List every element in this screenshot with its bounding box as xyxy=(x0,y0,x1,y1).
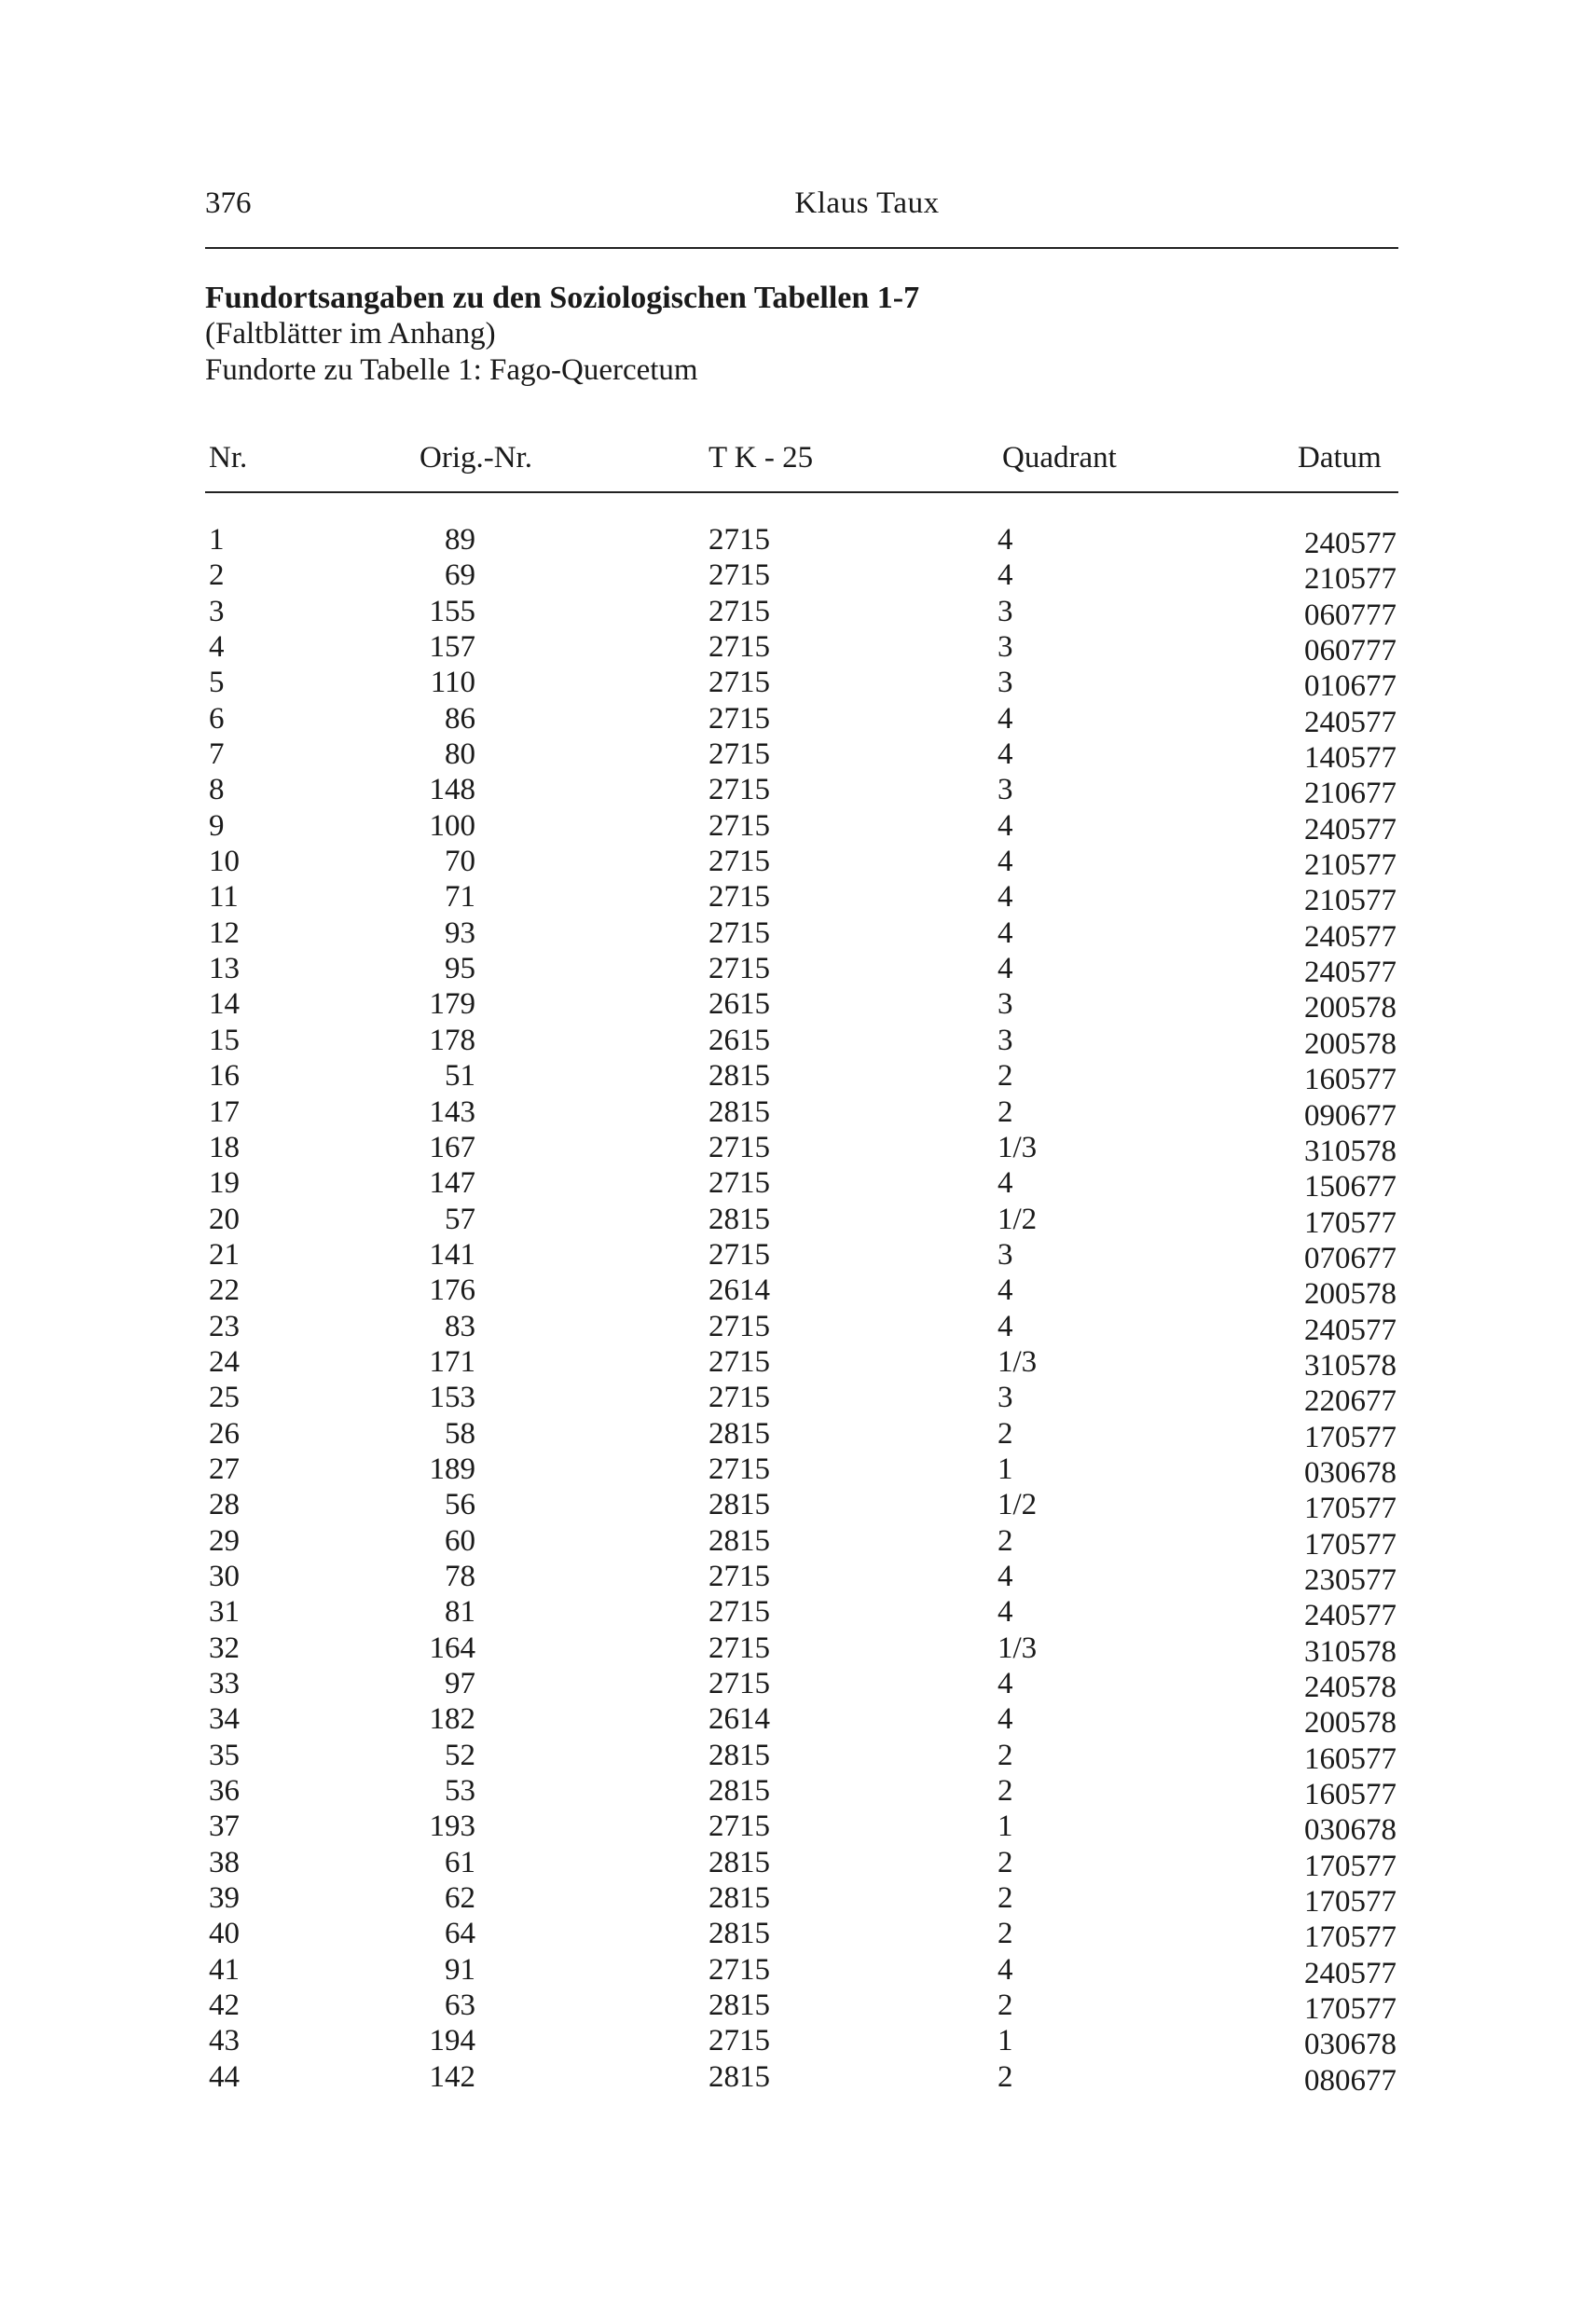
cell-quadrant: 1/2 xyxy=(998,1488,1038,1522)
cell-orig-nr: 147 xyxy=(429,1166,475,1201)
cell-nr: 16 xyxy=(209,1059,240,1094)
table-row xyxy=(0,1309,1596,1347)
table-row xyxy=(0,665,1596,704)
table-row xyxy=(0,1701,1596,1741)
cell-orig-nr: 189 xyxy=(429,1452,475,1486)
table-row xyxy=(0,1237,1596,1273)
cell-tk25: 2715 xyxy=(709,1631,770,1665)
cell-datum: 060777 xyxy=(1304,634,1396,668)
cell-quadrant: 1/2 xyxy=(998,1202,1038,1236)
cell-tk25: 2815 xyxy=(709,1488,770,1522)
cell-quadrant: 3 xyxy=(998,987,1013,1022)
table-row xyxy=(0,1880,1596,1920)
cell-nr: 25 xyxy=(209,1381,240,1415)
cell-quadrant: 4 xyxy=(998,880,1013,915)
cell-nr: 9 xyxy=(209,808,225,843)
cell-orig-nr: 71 xyxy=(445,880,475,915)
cell-orig-nr: 193 xyxy=(429,1810,475,1844)
cell-quadrant: 4 xyxy=(998,1559,1013,1593)
cell-quadrant: 1/3 xyxy=(998,1344,1038,1379)
cell-quadrant: 2 xyxy=(998,1059,1013,1094)
cell-tk25: 2715 xyxy=(709,558,770,593)
cell-nr: 24 xyxy=(209,1344,240,1379)
cell-orig-nr: 86 xyxy=(445,701,475,736)
cell-tk25: 2715 xyxy=(709,880,770,915)
cell-nr: 44 xyxy=(209,2059,240,2094)
table-row xyxy=(0,1130,1596,1168)
cell-datum: 230577 xyxy=(1304,1562,1396,1597)
cell-nr: 33 xyxy=(209,1667,240,1700)
cell-orig-nr: 52 xyxy=(445,1738,475,1772)
cell-datum: 240577 xyxy=(1304,956,1396,990)
table-row xyxy=(0,1273,1596,1312)
cell-tk25: 2615 xyxy=(709,1023,770,1057)
cell-quadrant: 4 xyxy=(998,1309,1013,1343)
cell-datum: 170577 xyxy=(1304,1920,1396,1955)
cell-quadrant: 3 xyxy=(998,666,1013,700)
cell-quadrant: 4 xyxy=(998,701,1013,736)
cell-orig-nr: 89 xyxy=(445,523,475,557)
cell-quadrant: 4 xyxy=(998,1166,1013,1201)
cell-datum: 240577 xyxy=(1304,919,1396,954)
cell-orig-nr: 171 xyxy=(429,1344,475,1379)
cell-tk25: 2715 xyxy=(709,952,770,986)
cell-orig-nr: 148 xyxy=(429,773,475,807)
cell-quadrant: 1/3 xyxy=(998,1631,1038,1665)
cell-nr: 11 xyxy=(209,880,239,915)
cell-nr: 36 xyxy=(209,1774,240,1809)
cell-nr: 34 xyxy=(209,1702,240,1737)
cell-quadrant: 3 xyxy=(998,630,1013,665)
table-row xyxy=(0,1058,1596,1097)
cell-nr: 3 xyxy=(209,594,225,628)
cell-tk25: 2614 xyxy=(709,1273,770,1308)
cell-tk25: 2715 xyxy=(709,701,770,736)
page-header xyxy=(205,186,1398,233)
cell-orig-nr: 63 xyxy=(445,1989,475,2023)
table-row xyxy=(0,701,1596,739)
cell-nr: 14 xyxy=(209,987,240,1022)
table-row xyxy=(0,1416,1596,1452)
table-row xyxy=(0,986,1596,1025)
cell-tk25: 2715 xyxy=(709,1952,770,1987)
cell-nr: 4 xyxy=(209,630,225,665)
cell-tk25: 2715 xyxy=(709,915,770,950)
table-row xyxy=(0,1845,1596,1883)
cell-datum: 170577 xyxy=(1304,1492,1396,1526)
cell-orig-nr: 179 xyxy=(429,987,475,1022)
cell-tk25: 2715 xyxy=(709,523,770,557)
cell-orig-nr: 143 xyxy=(429,1094,475,1129)
cell-nr: 27 xyxy=(209,1452,240,1486)
cell-datum: 200578 xyxy=(1304,1706,1396,1741)
cell-nr: 40 xyxy=(209,1917,240,1951)
cell-datum: 210577 xyxy=(1304,562,1396,597)
cell-tk25: 2715 xyxy=(709,773,770,807)
cell-datum: 200578 xyxy=(1304,1026,1396,1061)
cell-datum: 310578 xyxy=(1304,1348,1396,1383)
cell-orig-nr: 78 xyxy=(445,1559,475,1593)
cell-tk25: 2715 xyxy=(709,1166,770,1201)
cell-datum: 240577 xyxy=(1304,812,1396,846)
table-caption: Fundorte zu Tabelle 1: Fago-Quercetum xyxy=(205,353,698,387)
table-row xyxy=(0,808,1596,844)
cell-orig-nr: 110 xyxy=(430,666,475,700)
cell-nr: 7 xyxy=(209,737,225,772)
cell-datum: 170577 xyxy=(1304,1420,1396,1454)
cell-quadrant: 2 xyxy=(998,1989,1013,2023)
cell-tk25: 2815 xyxy=(709,1094,770,1129)
cell-nr: 39 xyxy=(209,1881,240,1916)
table-row xyxy=(0,1809,1596,1848)
column-header-quadrant: Quadrant xyxy=(1002,441,1117,475)
cell-nr: 38 xyxy=(209,1845,240,1879)
cell-datum: 170577 xyxy=(1304,1849,1396,1883)
table-row xyxy=(0,1023,1596,1061)
cell-nr: 13 xyxy=(209,952,240,986)
cell-nr: 17 xyxy=(209,1094,240,1129)
cell-datum: 310578 xyxy=(1304,1134,1396,1168)
cell-datum: 240577 xyxy=(1304,705,1396,739)
table-row xyxy=(0,1523,1596,1562)
cell-quadrant: 1/3 xyxy=(998,1130,1038,1164)
cell-quadrant: 4 xyxy=(998,737,1013,772)
cell-orig-nr: 62 xyxy=(445,1881,475,1916)
cell-nr: 18 xyxy=(209,1130,240,1164)
cell-quadrant: 4 xyxy=(998,952,1013,986)
cell-datum: 310578 xyxy=(1304,1634,1396,1669)
cell-quadrant: 2 xyxy=(998,1774,1013,1809)
cell-orig-nr: 157 xyxy=(429,630,475,665)
cell-tk25: 2815 xyxy=(709,1989,770,2023)
table-row xyxy=(0,1452,1596,1490)
cell-orig-nr: 61 xyxy=(445,1845,475,1879)
table-row xyxy=(0,1988,1596,2027)
cell-tk25: 2815 xyxy=(709,1774,770,1809)
cell-datum: 210577 xyxy=(1304,848,1396,883)
cell-datum: 030678 xyxy=(1304,2028,1396,2062)
cell-datum: 240577 xyxy=(1304,527,1396,560)
cell-datum: 010677 xyxy=(1304,669,1396,704)
section-subtitle: (Faltblätter im Anhang) xyxy=(205,317,496,351)
table-row xyxy=(0,2059,1596,2098)
cell-quadrant: 4 xyxy=(998,1952,1013,1987)
cell-datum: 090677 xyxy=(1304,1098,1396,1133)
cell-tk25: 2715 xyxy=(709,666,770,700)
cell-orig-nr: 64 xyxy=(445,1917,475,1951)
cell-tk25: 2715 xyxy=(709,1452,770,1486)
cell-quadrant: 1 xyxy=(998,2024,1013,2058)
cell-orig-nr: 100 xyxy=(429,808,475,843)
cell-datum: 240577 xyxy=(1304,1313,1396,1347)
cell-orig-nr: 80 xyxy=(445,737,475,772)
cell-orig-nr: 60 xyxy=(445,1523,475,1558)
cell-quadrant: 4 xyxy=(998,808,1013,843)
cell-nr: 19 xyxy=(209,1166,240,1201)
cell-datum: 030678 xyxy=(1304,1455,1396,1490)
table-row xyxy=(0,557,1596,597)
table-row xyxy=(0,594,1596,632)
cell-nr: 26 xyxy=(209,1416,240,1451)
cell-tk25: 2815 xyxy=(709,1059,770,1094)
cell-tk25: 2815 xyxy=(709,1917,770,1951)
cell-tk25: 2715 xyxy=(709,1237,770,1272)
table-row xyxy=(0,915,1596,954)
table-row xyxy=(0,1559,1596,1597)
cell-nr: 35 xyxy=(209,1738,240,1772)
section-title: Fundortsangaben zu den Soziologischen Tabellen 1-7 xyxy=(205,281,920,315)
cell-quadrant: 4 xyxy=(998,1667,1013,1700)
cell-quadrant: 2 xyxy=(998,1881,1013,1916)
cell-orig-nr: 91 xyxy=(445,1952,475,1987)
cell-datum: 240578 xyxy=(1304,1671,1396,1704)
cell-tk25: 2815 xyxy=(709,1738,770,1772)
table-row xyxy=(0,1916,1596,1955)
cell-datum: 210677 xyxy=(1304,777,1396,811)
cell-tk25: 2815 xyxy=(709,1202,770,1236)
cell-datum: 030678 xyxy=(1304,1813,1396,1848)
table-row xyxy=(0,736,1596,776)
cell-orig-nr: 97 xyxy=(445,1667,475,1700)
cell-orig-nr: 164 xyxy=(429,1631,475,1665)
table-row xyxy=(0,1094,1596,1133)
cell-nr: 28 xyxy=(209,1488,240,1522)
table-row xyxy=(0,629,1596,668)
cell-quadrant: 4 xyxy=(998,845,1013,879)
cell-orig-nr: 58 xyxy=(445,1416,475,1451)
cell-nr: 42 xyxy=(209,1989,240,2023)
cell-nr: 20 xyxy=(209,1202,240,1236)
table-row xyxy=(0,1738,1596,1776)
cell-nr: 2 xyxy=(209,558,225,593)
table-row xyxy=(0,1666,1596,1704)
cell-quadrant: 3 xyxy=(998,1237,1013,1272)
cell-quadrant: 4 xyxy=(998,1273,1013,1308)
table-header-rule xyxy=(205,491,1398,493)
table-row xyxy=(0,1165,1596,1204)
cell-quadrant: 3 xyxy=(998,594,1013,628)
cell-quadrant: 2 xyxy=(998,1094,1013,1129)
cell-datum: 150677 xyxy=(1304,1170,1396,1204)
cell-datum: 160577 xyxy=(1304,1741,1396,1776)
cell-quadrant: 4 xyxy=(998,915,1013,950)
table-row xyxy=(0,1594,1596,1633)
cell-datum: 200578 xyxy=(1304,991,1396,1025)
cell-orig-nr: 178 xyxy=(429,1023,475,1057)
cell-tk25: 2715 xyxy=(709,1130,770,1164)
cell-tk25: 2715 xyxy=(709,2024,770,2058)
cell-tk25: 2614 xyxy=(709,1702,770,1737)
cell-datum: 160577 xyxy=(1304,1063,1396,1097)
cell-nr: 43 xyxy=(209,2024,240,2058)
cell-datum: 140577 xyxy=(1304,741,1396,776)
cell-datum: 160577 xyxy=(1304,1778,1396,1812)
cell-orig-nr: 83 xyxy=(445,1309,475,1343)
column-header-nr: Nr. xyxy=(209,441,248,475)
cell-datum: 240577 xyxy=(1304,1956,1396,1990)
cell-datum: 060777 xyxy=(1304,598,1396,632)
cell-orig-nr: 194 xyxy=(429,2024,475,2058)
cell-tk25: 2715 xyxy=(709,630,770,665)
cell-nr: 41 xyxy=(209,1952,240,1987)
cell-orig-nr: 51 xyxy=(445,1059,475,1094)
cell-tk25: 2715 xyxy=(709,808,770,843)
cell-quadrant: 4 xyxy=(998,1595,1013,1630)
table-row xyxy=(0,1952,1596,1988)
cell-nr: 6 xyxy=(209,701,225,736)
table-row xyxy=(0,951,1596,990)
cell-quadrant: 3 xyxy=(998,1023,1013,1057)
cell-nr: 21 xyxy=(209,1237,240,1272)
page-number: 376 xyxy=(205,186,252,220)
table-row xyxy=(0,772,1596,811)
cell-quadrant: 3 xyxy=(998,773,1013,807)
column-header-tk25: T K - 25 xyxy=(709,441,814,475)
cell-quadrant: 4 xyxy=(998,558,1013,593)
cell-orig-nr: 69 xyxy=(445,558,475,593)
table-row xyxy=(0,1202,1596,1240)
cell-datum: 170577 xyxy=(1304,1527,1396,1562)
cell-tk25: 2815 xyxy=(709,1845,770,1879)
cell-orig-nr: 141 xyxy=(429,1237,475,1272)
table-row xyxy=(0,522,1596,560)
cell-orig-nr: 167 xyxy=(429,1130,475,1164)
cell-orig-nr: 95 xyxy=(445,952,475,986)
column-header-orig-nr: Orig.-Nr. xyxy=(420,441,532,475)
table-row xyxy=(0,1631,1596,1669)
cell-orig-nr: 81 xyxy=(445,1595,475,1630)
cell-orig-nr: 56 xyxy=(445,1488,475,1522)
table-row xyxy=(0,879,1596,918)
cell-orig-nr: 142 xyxy=(429,2059,475,2094)
cell-datum: 170577 xyxy=(1304,1205,1396,1240)
cell-quadrant: 3 xyxy=(998,1381,1013,1415)
cell-datum: 070677 xyxy=(1304,1241,1396,1275)
cell-nr: 30 xyxy=(209,1559,240,1593)
cell-nr: 15 xyxy=(209,1023,240,1057)
cell-orig-nr: 182 xyxy=(429,1702,475,1737)
table-body xyxy=(0,522,1596,2098)
cell-datum: 080677 xyxy=(1304,2063,1396,2098)
cell-quadrant: 2 xyxy=(998,1917,1013,1951)
cell-quadrant: 2 xyxy=(998,2059,1013,2094)
cell-nr: 23 xyxy=(209,1309,240,1343)
cell-nr: 8 xyxy=(209,773,225,807)
cell-tk25: 2715 xyxy=(709,1309,770,1343)
cell-nr: 37 xyxy=(209,1810,240,1844)
cell-tk25: 2615 xyxy=(709,987,770,1022)
table-row xyxy=(0,2023,1596,2062)
cell-quadrant: 4 xyxy=(998,523,1013,557)
cell-datum: 210577 xyxy=(1304,884,1396,918)
cell-nr: 22 xyxy=(209,1273,240,1308)
table-row xyxy=(0,1773,1596,1812)
cell-quadrant: 4 xyxy=(998,1702,1013,1737)
cell-orig-nr: 155 xyxy=(429,594,475,628)
cell-tk25: 2715 xyxy=(709,594,770,628)
cell-nr: 5 xyxy=(209,666,225,700)
cell-quadrant: 2 xyxy=(998,1523,1013,1558)
cell-tk25: 2815 xyxy=(709,2059,770,2094)
cell-tk25: 2715 xyxy=(709,1667,770,1700)
cell-orig-nr: 70 xyxy=(445,845,475,879)
cell-datum: 220677 xyxy=(1304,1384,1396,1419)
column-header-datum: Datum xyxy=(1298,441,1382,475)
cell-tk25: 2715 xyxy=(709,1381,770,1415)
cell-orig-nr: 53 xyxy=(445,1774,475,1809)
cell-tk25: 2715 xyxy=(709,845,770,879)
cell-tk25: 2715 xyxy=(709,1344,770,1379)
cell-quadrant: 1 xyxy=(998,1810,1013,1844)
cell-nr: 12 xyxy=(209,915,240,950)
cell-orig-nr: 176 xyxy=(429,1273,475,1308)
cell-datum: 170577 xyxy=(1304,1885,1396,1920)
cell-tk25: 2815 xyxy=(709,1881,770,1916)
cell-orig-nr: 57 xyxy=(445,1202,475,1236)
cell-tk25: 2715 xyxy=(709,1810,770,1844)
running-head-author: Klaus Taux xyxy=(794,186,940,220)
cell-nr: 1 xyxy=(209,523,225,557)
cell-orig-nr: 93 xyxy=(445,915,475,950)
cell-tk25: 2715 xyxy=(709,1595,770,1630)
cell-datum: 240577 xyxy=(1304,1599,1396,1633)
cell-nr: 10 xyxy=(209,845,240,879)
cell-quadrant: 2 xyxy=(998,1845,1013,1879)
table-row xyxy=(0,1380,1596,1419)
cell-nr: 31 xyxy=(209,1595,240,1630)
cell-quadrant: 2 xyxy=(998,1738,1013,1772)
cell-datum: 200578 xyxy=(1304,1277,1396,1312)
cell-nr: 29 xyxy=(209,1523,240,1558)
intro-block xyxy=(205,280,1398,389)
table-row xyxy=(0,844,1596,883)
cell-datum: 170577 xyxy=(1304,1992,1396,2027)
cell-tk25: 2715 xyxy=(709,737,770,772)
cell-nr: 32 xyxy=(209,1631,240,1665)
cell-tk25: 2715 xyxy=(709,1559,770,1593)
table-row xyxy=(0,1487,1596,1526)
cell-quadrant: 1 xyxy=(998,1452,1013,1486)
cell-orig-nr: 153 xyxy=(429,1381,475,1415)
header-rule xyxy=(205,247,1398,249)
cell-tk25: 2815 xyxy=(709,1523,770,1558)
cell-tk25: 2815 xyxy=(709,1416,770,1451)
table-row xyxy=(0,1344,1596,1383)
cell-quadrant: 2 xyxy=(998,1416,1013,1451)
